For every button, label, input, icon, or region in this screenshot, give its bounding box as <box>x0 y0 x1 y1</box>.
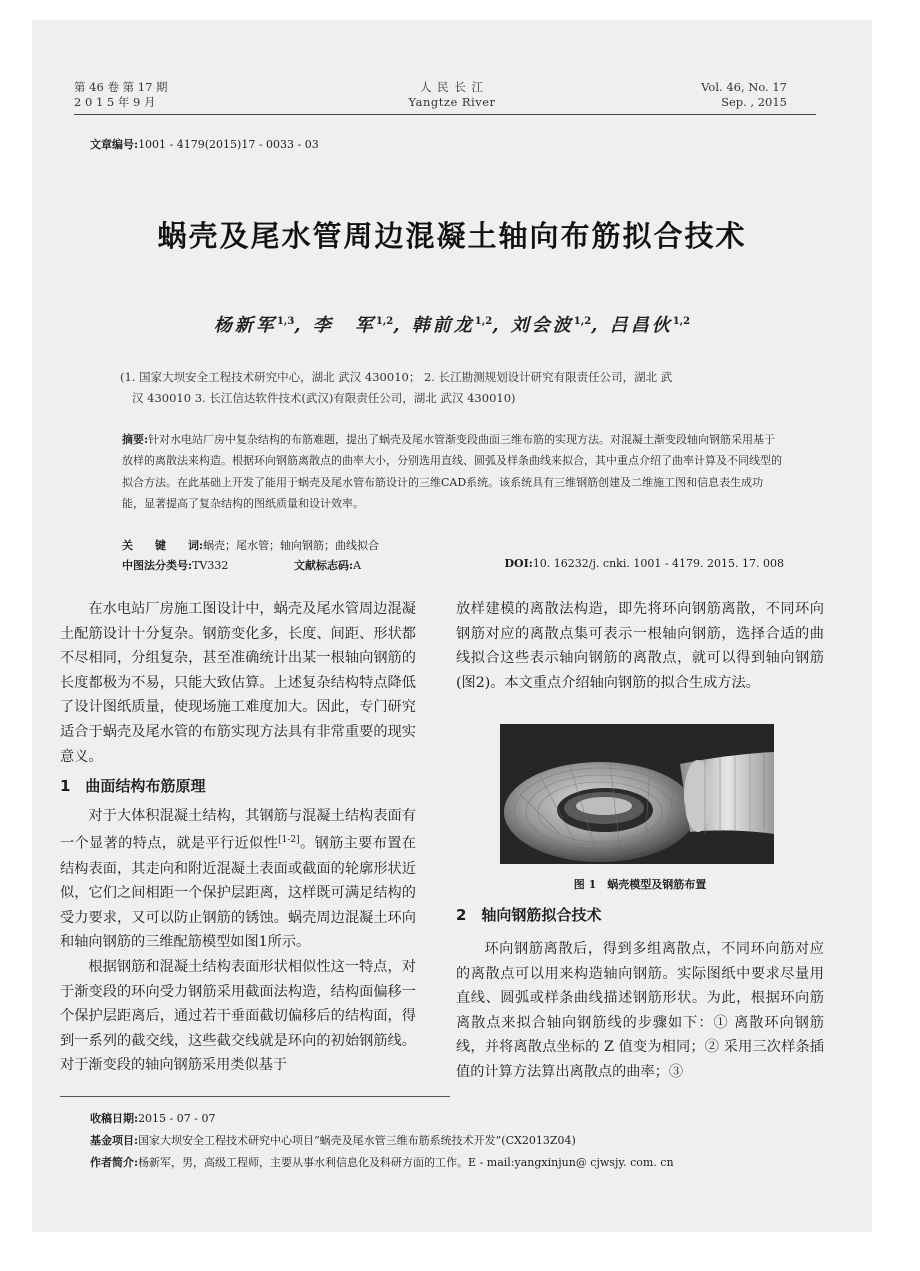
header-volume-en <box>701 80 787 110</box>
footnote-rule <box>60 1096 450 1097</box>
section-heading-2: 2 轴向钢筋拟合技术 <box>456 906 602 924</box>
paragraph: 环向钢筋离散后，得到多组离散点，不同环向筋对应的离散点可以用来构造轴向钢筋。实际图纸中要求尽量用直线、圆弧或样条曲线描述钢筋形状。为此，根据环向筋离散点来拟合轴向钢筋线的步骤如下：① 离散环向钢筋线，并将离散点坐标的 Z 值变为相同；② 采用三次样条插值的计算方法算出离散点的曲率；③ <box>456 941 824 1080</box>
date-en: Sep. , 2015 <box>721 95 787 109</box>
paper-page <box>32 20 872 1232</box>
footnote-author: 作者简介:杨新军，男，高级工程师，主要从事水利信息化及科研方面的工作。E - mail:yangxinjun@ cjwsjy. com. cn <box>90 1156 674 1169</box>
doi-value: 10. 16232/j. cnki. 1001 - 4179. 2015. 17. 008 <box>532 557 784 570</box>
section-heading-1: 1 曲面结构布筋原理 <box>60 777 206 796</box>
doi-label: DOI: <box>504 557 533 570</box>
body-right-column-bottom <box>456 937 824 1085</box>
abstract-label: 摘要: <box>122 433 149 446</box>
paragraph: 根据钢筋和混凝土结构表面形状相似性这一特点，对于渐变段的环向受力钢筋采用截面法构造，结构面偏移一个保护层距离后，通过若干垂面截切偏移后的结构面，得到一系列的截交线，这些截交线就是环向的初始钢筋线。对于渐变段的轴向钢筋采用类似基于 <box>60 959 416 1074</box>
figure-1-caption: 图 1 蜗壳模型及钢筋布置 <box>573 878 707 891</box>
author: 杨新军$^{1,3}$ <box>213 315 295 336</box>
keywords-text: 蜗壳；尾水管；轴向钢筋；曲线拟合 <box>203 539 380 552</box>
doc-code-label: 文献标志码: <box>294 559 354 572</box>
doc-code-value: A <box>353 559 362 572</box>
abstract-text: 针对水电站厂房中复杂结构的布筋难题，提出了蜗壳及尾水管渐变段曲面三维布筋的实现方法。对混凝土渐变段轴向钢筋采用基于放样的离散法来构造。根据环向钢筋离散点的曲率大小，分别选用直线、圆弧及样条曲线来拟合，其中重点介绍了曲率计算及不同线型的拟合方法。在此基础上开发了能用于蜗壳及尾水管布筋设计的三维CAD系统。该系统具有三维钢筋创建及二维施工图和信息表生成功能，显著提高了复杂结构的图纸质量和设计效率。 <box>122 433 782 510</box>
footnote-fund: 基金项目:国家大坝安全工程技术研究中心项目“蜗壳及尾水管三维布筋系统技术开发”(CX2013Z04) <box>90 1134 576 1147</box>
article-number <box>90 136 319 152</box>
article-number-label: 文章编号: <box>90 138 139 151</box>
clc-value: TV332 <box>192 559 229 572</box>
volume-issue-cn: 第 46 卷 第 17 期 <box>74 80 168 94</box>
header-volume-cn <box>74 80 168 110</box>
abstract <box>122 429 782 514</box>
affiliations <box>120 367 790 409</box>
author: 吕昌伙$^{1,2}$ <box>609 315 691 336</box>
journal-name-en: Yangtze River <box>408 95 496 109</box>
paragraph: 放样建模的离散法构造，即先将环向钢筋离散，不同环向钢筋对应的离散点集可表示一根轴向钢筋，选择合适的曲线拟合这些表示轴向钢筋的离散点，就可以得到轴向钢筋(图2)。本文重点介绍轴向钢筋的拟合生成方法。 <box>456 601 824 691</box>
volume-issue-en: Vol. 46, No. 17 <box>701 80 787 94</box>
paper-title: 蜗壳及尾水管周边混凝土轴向布筋拟合技术 <box>157 219 747 253</box>
header-journal <box>372 80 532 110</box>
spiral-case-render <box>500 724 774 864</box>
body-right-column-top <box>456 597 824 695</box>
author-list: 杨新军$^{1,3}$, 李 军$^{1,2}$, 韩前龙$^{1,2}$, 刘会波$^{1,2}$, 吕昌伙$^{1,2}$ <box>213 315 691 336</box>
article-number-value: 1001 - 4179(2015)17 - 0033 - 03 <box>138 138 319 151</box>
author: 刘会波$^{1,2}$ <box>510 315 592 336</box>
affiliation-line: 汉 430010 3. 长江信达软件技术(武汉)有限责任公司，湖北 武汉 430010) <box>132 391 516 405</box>
paragraph: 对于大体积混凝土结构，其钢筋与混凝土结构表面有一个显著的特点，就是平行近似性[1-2]。钢筋主要布置在结构表面，其走向和附近混凝土表面或截面的轮廓形状近似，它们之间相距一个保护层距离，这样既可满足结构的受力要求，又可以防止钢筋的锈蚀。蜗壳周边混凝土环向和轴向钢筋的三维配筋模型如图1所示。 <box>60 807 416 951</box>
date-cn: 2 0 1 5 年 9 月 <box>74 95 156 109</box>
affiliation-line: (1. 国家大坝安全工程技术研究中心，湖北 武汉 430010； 2. 长江勘测规划设计研究有限责任公司，湖北 武 <box>120 370 673 384</box>
keywords-label: 关 键 词: <box>122 539 204 552</box>
author: 韩前龙$^{1,2}$ <box>411 315 493 336</box>
author: 李 军$^{1,2}$ <box>312 315 394 336</box>
paragraph: 在水电站厂房施工图设计中，蜗壳及尾水管周边混凝土配筋设计十分复杂。钢筋变化多，长度、间距、形状都不尽相同，分组复杂，甚至准确统计出某一根轴向钢筋的长度都极为不易，只能大致估算。上述复杂结构特点降低了设计图纸质量，使现场施工难度加大。因此，专门研究适合于蜗壳及尾水管的布筋实现方法具有非常重要的现实意义。 <box>60 601 416 765</box>
figure-1-spiral-case-model <box>500 724 774 864</box>
footnote-received: 收稿日期:2015 - 07 - 07 <box>90 1112 216 1125</box>
header-rule <box>74 114 816 115</box>
body-left-column <box>60 597 416 1078</box>
journal-name-cn: 人 民 长 江 <box>420 80 484 94</box>
keywords <box>122 537 379 553</box>
citation-ref: [1-2] <box>278 835 300 846</box>
classification-line <box>122 557 782 573</box>
clc-label: 中图法分类号: <box>122 559 193 572</box>
